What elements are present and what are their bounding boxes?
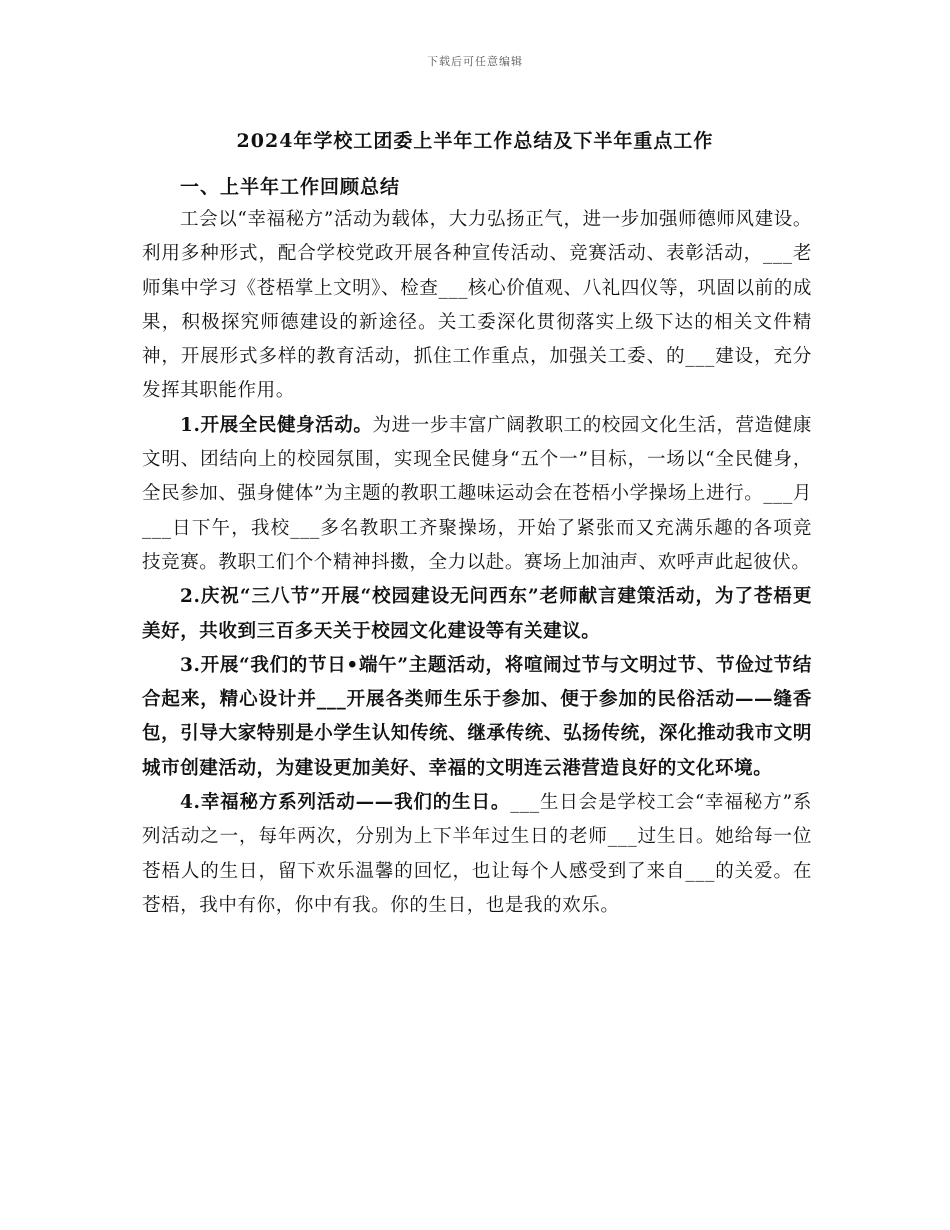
item-1-lead: 1.开展全民健身活动。 [180,414,373,436]
item-1-body: 为进一步丰富广阔教职工的校园文化生活，营造健康文明、团结向上的校园氛围，实现全民健身“五个一”目标，一场以“全民健身，全民参加、强身健体”为主题的教职工趣味运动会在苍梧小学操场上进行。___月___日下午，我校___多名教职工齐聚操场，开始了紧张而又充满乐趣的各项竞技竞赛。教职工们个个精神抖擞，全力以赴。赛场上加油声、欢呼声此起彼伏。 [142,414,812,573]
item-4-paragraph [142,786,812,923]
document-body [142,171,812,923]
item-4-lead: 4.幸福秘方系列活动——我们的生日。 [180,792,511,814]
header-note: 下载后可任意编辑 [427,55,523,68]
item-2-paragraph: 2.庆祝“三八节”开展“校园建设无问西东”老师献言建策活动，为了苍梧更美好，共收到三百多天关于校园文化建设等有关建议。 [142,586,812,642]
section-heading: 一、上半年工作回顾总结 [180,176,401,198]
item-1-paragraph [142,409,812,580]
document-title: 2024年学校工团委上半年工作总结及下半年重点工作 [236,130,714,152]
intro-paragraph: 工会以“幸福秘方”活动为载体，大力弘扬正气，进一步加强师德师风建设。利用多种形式，配合学校党政开展各种宣传活动、竞赛活动、表彰活动，___老师集中学习《苍梧掌上文明》、检查___核心价值观、八礼四仪等，巩固以前的成果，积极探究师德建设的新途径。关工委深化贯彻落实上级下达的相关文件精神，开展形式多样的教育活动，抓住工作重点，加强关工委、的___建设，充分发挥其职能作用。 [142,209,812,402]
item-3-paragraph: 3.开展“我们的节日•端午”主题活动，将喧闹过节与文明过节、节俭过节结合起来，精心设计并___开展各类师生乐于参加、便于参加的民俗活动——缝香包，引导大家特别是小学生认知传统、继承传统、弘扬传统，深化推动我市文明城市创建活动，为建设更加美好、幸福的文明连云港营造良好的文化环境。 [142,654,812,779]
item-4-body: ___生日会是学校工会“幸福秘方”系列活动之一，每年两次，分别为上下半年过生日的老师___过生日。她给每一位苍梧人的生日，留下欢乐温馨的回忆，也让每个人感受到了来自___的关爱。在苍梧，我中有你，你中有我。你的生日，也是我的欢乐。 [142,792,812,916]
